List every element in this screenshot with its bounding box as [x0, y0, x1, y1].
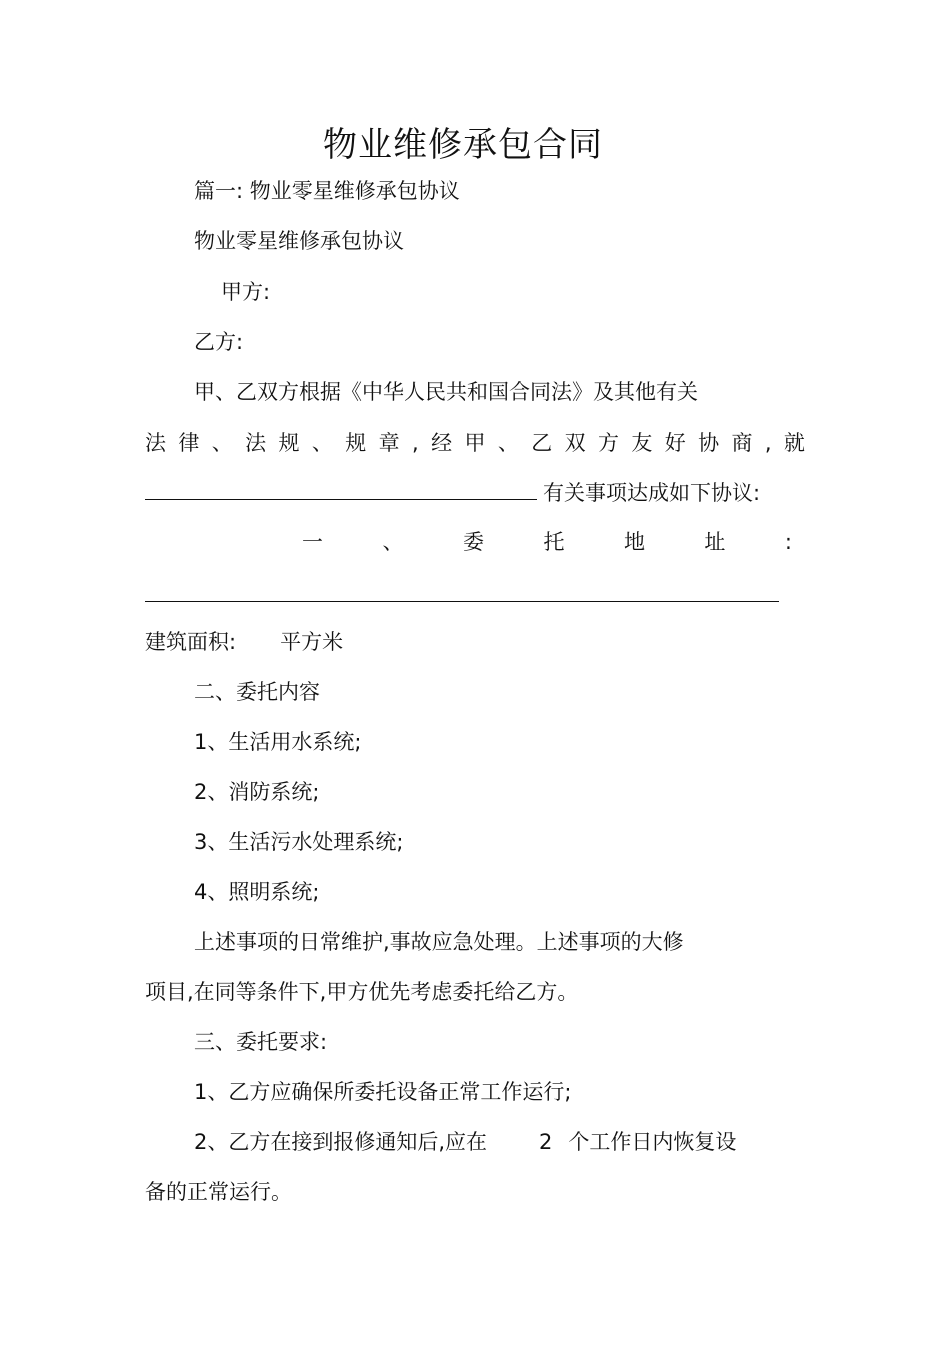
intro-line-2-char: 友	[631, 431, 653, 455]
intro-line-2-char: 好	[664, 431, 686, 455]
section-1-heading-char: 一	[302, 530, 323, 554]
intro-line-2-char: 就	[783, 431, 805, 455]
section-3-item-2-continued: 备的正常运行。	[145, 1180, 292, 1204]
intro-line-1: 甲、乙双方根据《中华人民共和国合同法》及其他有关	[194, 380, 698, 404]
blank-underline	[145, 479, 537, 500]
intro-line-2-char: 乙	[531, 431, 553, 455]
area-label: 建筑面积:	[145, 630, 237, 654]
section-2-heading: 二、委托内容	[194, 680, 320, 704]
section-1-heading-char: 托	[543, 530, 565, 554]
intro-line-2-char: 法	[245, 431, 267, 455]
section-1-heading-char: 址	[704, 530, 726, 554]
party-a-label: 甲方:	[221, 280, 271, 304]
section-2-note-line-2: 项目,在同等条件下,甲方优先考虑委托给乙方。	[145, 980, 579, 1004]
list-item: 4、照明系统;	[194, 880, 320, 904]
section-3-item-2	[194, 1129, 736, 1155]
item-2-days: 2	[539, 1130, 553, 1154]
list-item: 2、消防系统;	[194, 780, 320, 804]
section-2-note-line-1: 上述事项的日常维护,事故应急处理。上述事项的大修	[194, 930, 684, 954]
area-unit: 平方米	[280, 630, 344, 654]
area-row	[145, 629, 343, 655]
intro-line-3-text: 有关事项达成如下协议:	[543, 481, 761, 505]
intro-line-2-char: 法	[145, 431, 166, 455]
list-item: 3、生活污水处理系统;	[194, 830, 404, 854]
intro-line-2-char: 章	[378, 431, 400, 455]
intro-line-2-char: 商	[731, 431, 753, 455]
list-item: 1、生活用水系统;	[194, 730, 362, 754]
section-1-heading-char: 、	[382, 530, 404, 554]
intro-line-2-char: 协	[698, 431, 720, 455]
item-2-suffix: 个工作日内恢复设	[568, 1130, 737, 1154]
agreement-subtitle: 物业零星维修承包协议	[194, 229, 404, 253]
chapter-heading: 篇一: 物业零星维修承包协议	[194, 179, 460, 203]
document-title: 物业维修承包合同	[323, 125, 603, 165]
intro-line-2	[145, 430, 805, 456]
section-1-heading-char: :	[784, 530, 792, 554]
intro-line-2-char: 规	[345, 431, 367, 455]
intro-line-2-char: ,	[764, 431, 772, 455]
section-1-heading-char: 地	[623, 530, 645, 554]
section-1-heading	[302, 529, 792, 555]
item-2-prefix: 2、乙方在接到报修通知后,应在	[194, 1130, 488, 1154]
intro-line-2-char: 、	[211, 431, 233, 455]
intro-line-3	[145, 479, 760, 505]
intro-line-2-char: 方	[597, 431, 619, 455]
intro-line-2-char: 双	[564, 431, 586, 455]
list-item: 1、乙方应确保所委托设备正常工作运行;	[194, 1080, 572, 1104]
intro-line-2-char: 甲	[464, 431, 486, 455]
section-3-heading: 三、委托要求:	[194, 1030, 328, 1054]
intro-line-2-char: 律	[178, 431, 200, 455]
intro-line-2-char: ,	[412, 431, 419, 455]
intro-line-2-char: 规	[278, 431, 300, 455]
intro-line-2-char: 、	[497, 431, 519, 455]
address-blank-underline	[145, 601, 779, 602]
intro-line-2-char: 、	[311, 431, 333, 455]
intro-line-2-char: 经	[431, 431, 453, 455]
section-1-heading-char: 委	[462, 530, 484, 554]
party-b-label: 乙方:	[194, 330, 244, 354]
